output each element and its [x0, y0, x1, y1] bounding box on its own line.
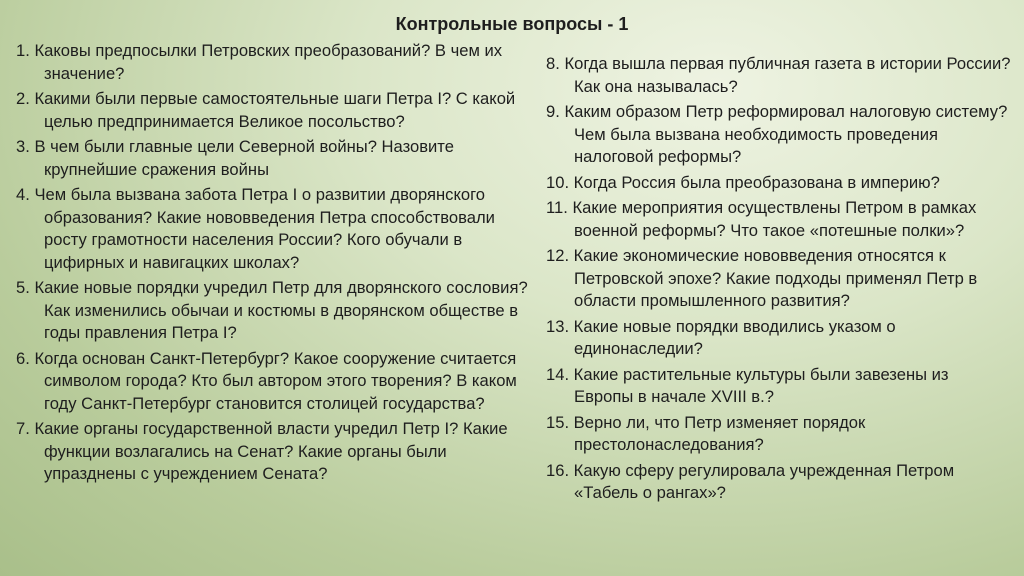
question-16: 16. Какую сферу регулировала учрежденная Петром «Табель о рангах»?: [546, 460, 955, 502]
left-question-column: [16, 40, 536, 489]
right-question-column: [546, 53, 1011, 508]
question-13: 13. Какие новые порядки вводились указом о единонаследии?: [546, 316, 896, 358]
question-11: 11. Какие мероприятия осуществлены Петром в рамках военной реформы? Что такое «потешные полки»?: [546, 198, 977, 240]
question-10: 10. Когда Россия была преобразована в империю?: [546, 172, 940, 192]
question-9: 9. Каким образом Петр реформировал налоговую систему? Чем была вызвана необходимость проведения налоговой реформы?: [546, 102, 1008, 166]
slide-title: Контрольные вопросы - 1: [395, 14, 629, 34]
question-14: 14. Какие растительные культуры были завезены из Европы в начале XVIII в.?: [546, 364, 949, 406]
question-6: 6. Когда основан Санкт-Петербург? Какое сооружение считается символом города? Кто был автором этого творения? В каком году Санкт-Петербург становится столицей государства?: [16, 348, 517, 413]
question-15: 15. Верно ли, что Петр изменяет порядок престолонаследования?: [546, 412, 866, 454]
question-2: 2. Какими были первые самостоятельные шаги Петра I? С какой целью предпринимается Великое посольство?: [16, 89, 516, 131]
question-12: 12. Какие экономические нововведения относятся к Петровской эпохе? Какие подходы применял Петр в области промышленного развития?: [546, 246, 978, 310]
question-3: 3. В чем были главные цели Северной войны? Назовите крупнейшие сражения войны: [16, 137, 454, 179]
question-7: 7. Какие органы государственной власти учредил Петр I? Какие функции возлагались на Сенат? Какие органы были упразднены с учреждением Сената?: [16, 419, 508, 483]
question-5: 5. Какие новые порядки учредил Петр для дворянского сословия? Как изменились обычаи и костюмы в дворянском обществе в годы правления Петра I?: [16, 278, 528, 342]
question-4: 4. Чем была вызвана забота Петра I о развитии дворянского образования? Какие нововведения Петра способствовали росту грамотности населения России? Кого обучали в цифирных и навигацких школах?: [16, 185, 495, 272]
question-1: 1. Каковы предпосылки Петровских преобразований? В чем их значение?: [16, 41, 503, 83]
question-8: 8. Когда вышла первая публичная газета в истории России? Как она называлась?: [546, 54, 1011, 96]
